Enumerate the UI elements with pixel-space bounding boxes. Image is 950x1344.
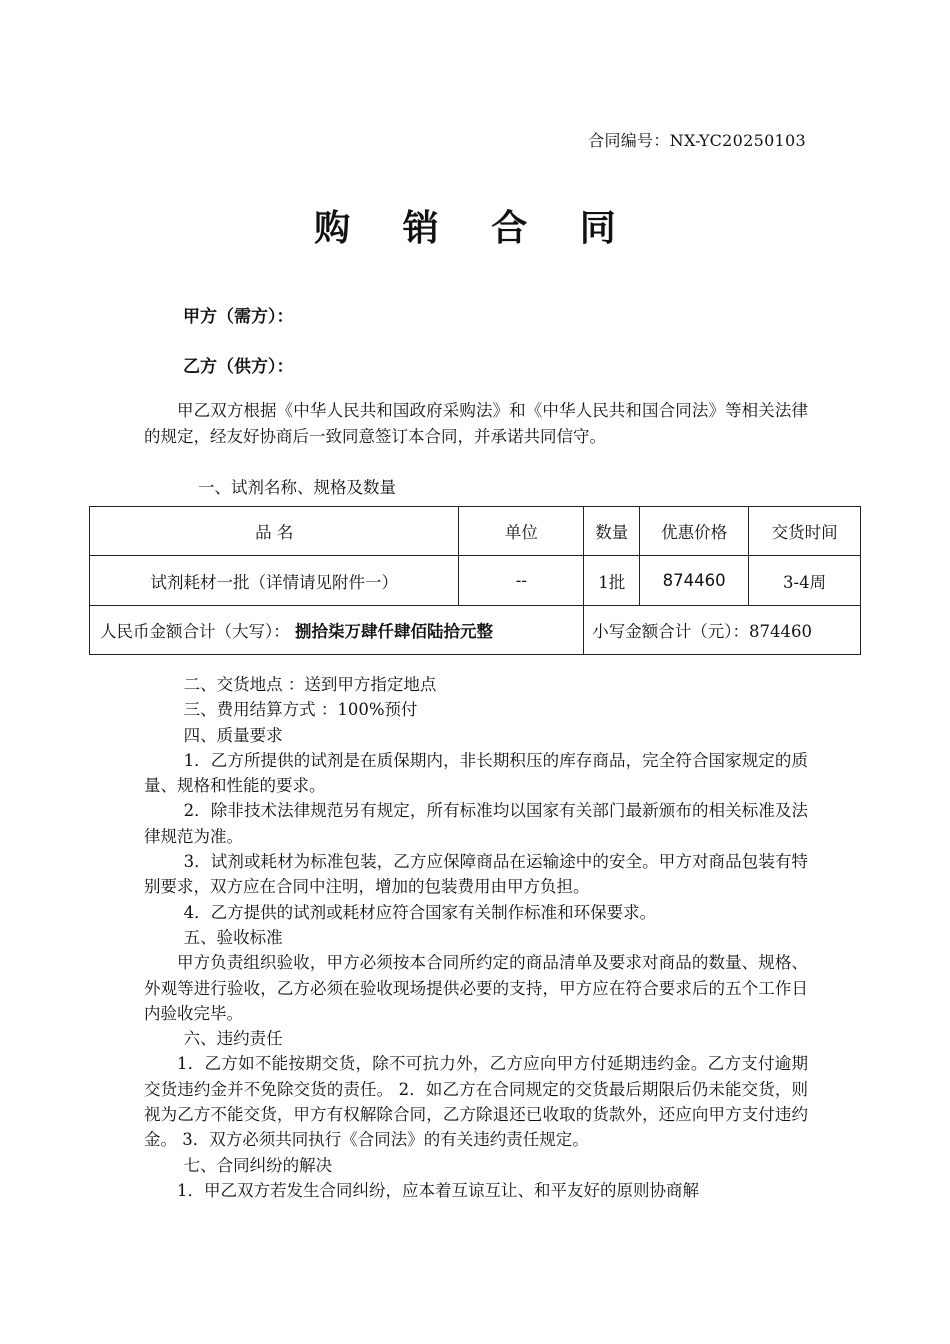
section-4-item-4: 4．乙方提供的试剂或耗材应符合国家有关制作标准和环保要求。: [183, 902, 657, 922]
contract-number: 合同编号：NX-YC20250103: [588, 131, 806, 150]
section-4-item-1: 1．乙方所提供的试剂是在质保期内，非长期积压的库存商品，完全符合国家规定的质量、规格和性能的要求。: [144, 750, 808, 796]
header-price: 优惠价格: [640, 507, 749, 556]
header-delivery-time: 交货时间: [749, 507, 861, 556]
section-4-title: 四、质量要求: [183, 725, 283, 745]
total-lower-cell: [584, 606, 861, 655]
cell-price: 874460: [640, 556, 749, 606]
intro-paragraph: 甲乙双方根据《中华人民共和国政府采购法》和《中华人民共和国合同法》等相关法律的规定，经友好协商后一致同意签订本合同，并承诺共同信守。: [144, 401, 808, 446]
total-upper-cell: [90, 606, 584, 655]
section-4-item-2: 2．除非技术法律规范另有规定，所有标准均以国家有关部门最新颁布的相关标准及法律规范为准。: [144, 801, 808, 846]
total-upper-label: 人民币金额合计（大写）：: [100, 622, 290, 641]
cell-delivery-time: 3-4周: [749, 556, 861, 606]
total-lower: 小写金额合计（元）：874460: [592, 622, 813, 641]
items-table: [89, 506, 861, 655]
section-5-text: 甲方负责组织验收，甲方必须按本合同所约定的商品清单及要求对商品的数量、规格、外观等进行验收，乙方必须在验收现场提供必要的支持，甲方应在符合要求后的五个工作日内验收完毕。: [144, 953, 808, 1023]
page-title: 购 销 合 同: [314, 208, 636, 249]
header-unit: 单位: [459, 507, 584, 556]
cell-product-name: 试剂耗材一批（详情请见附件一）: [90, 556, 459, 606]
party-b-label: 乙方（供方）：: [183, 357, 294, 377]
total-upper-value: 捌拾柒万肆仟肆佰陆拾元整: [295, 622, 493, 641]
cell-quantity: 1批: [584, 556, 640, 606]
section-7-item-1: 1．甲乙双方若发生合同纠纷，应本着互谅互让、和平友好的原则协商解: [177, 1180, 699, 1200]
section-1-title: 一、试剂名称、规格及数量: [198, 478, 396, 497]
section-6-title: 六、违约责任: [183, 1029, 283, 1049]
contract-body: [144, 672, 808, 1203]
table-header-row: [90, 507, 861, 556]
table-total-row: [90, 606, 861, 655]
header-quantity: 数量: [584, 507, 640, 556]
section-3: 三、费用结算方式 ：100%预付: [183, 700, 418, 720]
section-5-title: 五、验收标准: [183, 927, 283, 947]
table-row: [90, 556, 861, 606]
section-6-text: 1．乙方如不能按期交货，除不可抗力外，乙方应向甲方付延期违约金。乙方支付逾期交货违约金并不免除交货的责任。 2．如乙方在合同规定的交货最后期限后仍未能交货，则视为乙方不能交货，甲方有权解除合同，乙方除退还已收取的货款外，还应向甲方支付违约金。 3．双方必须共同执行《合同法》的有关违约责任规定。: [144, 1054, 808, 1150]
header-product-name: 品 名: [90, 507, 459, 556]
section-4-item-3: 3．试剂或耗材为标准包装，乙方应保障商品在运输途中的安全。甲方对商品包装有特别要求，双方应在合同中注明，增加的包装费用由甲方负担。: [144, 852, 808, 897]
section-2: 二、交货地点 ：送到甲方指定地点: [183, 675, 437, 694]
party-a-label: 甲方（需方）：: [183, 307, 294, 327]
cell-unit: --: [459, 556, 584, 606]
section-7-title: 七、合同纠纷的解决: [183, 1155, 333, 1175]
